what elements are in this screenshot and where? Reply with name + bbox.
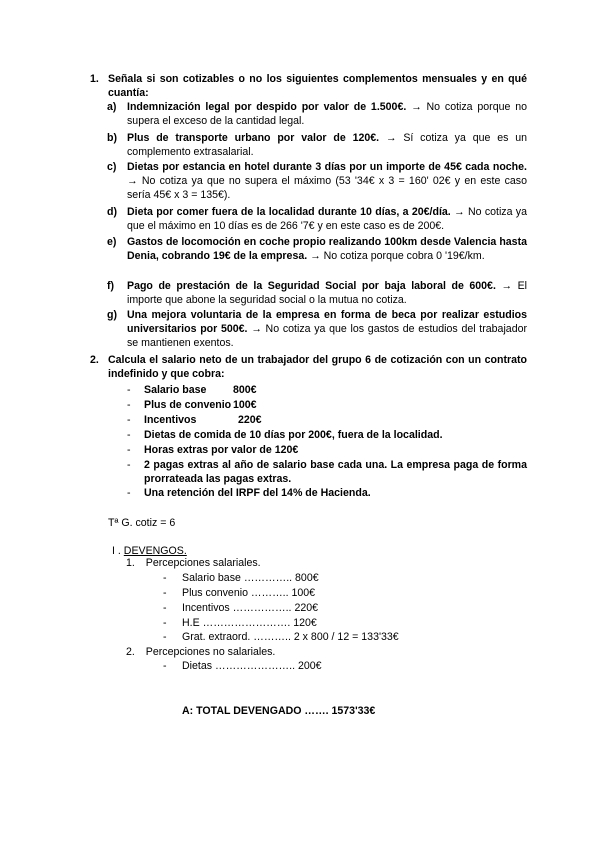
total-devengado: A: TOTAL DEVENGADO ……. 1573'33€ — [182, 705, 376, 717]
item-answer: → No cotiza ya que los gastos de estudios del trabajador se mantienen exentos. — [127, 323, 528, 349]
item-answer: → No cotiza ya que el máximo en 10 días es de 266 '7€ y en este caso es de 200€. — [127, 206, 527, 232]
item-question: Dieta por comer fuera de la localidad durante 10 días, a 20€/día. — [127, 206, 451, 218]
subsection-title: Percepciones no salariales. — [145, 646, 276, 658]
item-answer: → No cotiza porque cobra 0 '19€/km. — [307, 250, 485, 262]
bullet-dash: - — [163, 660, 167, 672]
item-value: 220€ — [238, 414, 262, 426]
line-item: Dietas ………………….. 200€ — [182, 660, 322, 672]
roman-numeral: I . — [112, 545, 121, 557]
subsection-2 — [126, 645, 275, 659]
answer-item — [107, 279, 527, 307]
bullet-dash: - — [127, 384, 131, 396]
item-label: e) — [107, 236, 117, 248]
question-number: 1. — [90, 73, 99, 85]
line-item: Salario base ………….. 800€ — [182, 572, 319, 584]
question-text: Señala si son cotizables o no los siguientes complementos mensuales y en qué cuantía: — [108, 73, 527, 99]
item-label: f) — [107, 280, 115, 292]
item-label: Incentivos — [144, 414, 197, 426]
item-label: Plus de convenio — [144, 399, 232, 411]
item-question: Una mejora voluntaria de la empresa en forma de beca por realizar estudios universitarios por 500€. — [127, 309, 527, 335]
bullet-dash: - — [163, 572, 167, 584]
bullet-dash: - — [127, 414, 131, 426]
answer-item — [107, 160, 527, 202]
bullet-dash: - — [163, 587, 167, 599]
item-question: Dietas por estancia en hotel durante 3 días por un importe de 45€ cada noche. — [127, 161, 527, 173]
answer-item — [107, 235, 527, 263]
answer-item — [107, 205, 527, 233]
item-question: Plus de transporte urbano por valor de 120€. — [127, 132, 380, 144]
item-label: a) — [107, 101, 117, 113]
item-question: Indemnización legal por despido por valor de 1.500€. — [127, 101, 407, 113]
bullet-dash: - — [163, 631, 167, 643]
grupo-cotizacion: Tª G. cotiz = 6 — [108, 517, 176, 529]
question-number: 2. — [90, 354, 99, 366]
item-answer: → El importe que abone la seguridad social o la mutua no cotiza. — [127, 280, 527, 306]
question-text: Calcula el salario neto de un trabajador del grupo 6 de cotización con un contrato indefinido y que cobra: — [108, 354, 527, 380]
item-label: d) — [107, 206, 117, 218]
answer-item — [107, 131, 528, 159]
item-label: Dietas de comida de 10 días por 200€, fuera de la localidad. — [144, 429, 443, 441]
devengos-title: DEVENGOS. — [123, 545, 187, 557]
line-item: Plus convenio ……….. 100€ — [182, 587, 316, 599]
item-value: 800€ — [233, 384, 257, 396]
line-item: Grat. extraord. ……….. 2 x 800 / 12 = 133'33€ — [182, 631, 399, 643]
item-label: Una retención del IRPF del 14% de Hacienda. — [144, 487, 371, 499]
item-label: b) — [107, 132, 117, 144]
item-label: c) — [107, 161, 117, 173]
item-answer: → No cotiza porque no supera el exceso de la cantidad legal. — [127, 101, 527, 127]
bullet-dash: - — [163, 617, 167, 629]
bullet-dash: - — [163, 602, 167, 614]
bullet-dash: - — [127, 487, 131, 499]
subsection-number: 1. — [126, 557, 135, 569]
item-label: Horas extras por valor de 120€ — [144, 444, 299, 456]
line-item: Incentivos …………….. 220€ — [182, 602, 319, 614]
item-question: Gastos de locomoción en coche propio realizando 100km desde Valencia hasta Denia, cobrando 19€ de la empresa. — [127, 236, 527, 262]
answer-item — [107, 100, 527, 128]
bullet-dash: - — [127, 459, 131, 471]
subsection-number: 2. — [126, 646, 135, 658]
item-answer: → No cotiza ya que no supera el máximo (53 '34€ x 3 = 160' 02€ y en este caso sería 45€ x 3 = 135€). — [127, 175, 527, 201]
bullet-dash: - — [127, 444, 131, 456]
subsection-1 — [126, 556, 261, 570]
item-label: 2 pagas extras al año de salario base cada una. La empresa paga de forma prorrateada las pagas extras. — [144, 459, 527, 485]
item-question: Pago de prestación de la Seguridad Social por baja laboral de 600€. — [127, 280, 496, 292]
item-answer: → Sí cotiza ya que es un complemento extrasalarial. — [127, 132, 528, 158]
item-label: g) — [107, 309, 117, 321]
bullet-dash: - — [127, 429, 131, 441]
answer-item — [107, 308, 528, 350]
line-item: H.E ……………………. 120€ — [182, 617, 317, 629]
item-label: Salario base — [144, 384, 207, 396]
subsection-title: Percepciones salariales. — [145, 557, 261, 569]
item-value: 100€ — [233, 399, 257, 411]
bullet-dash: - — [127, 399, 131, 411]
